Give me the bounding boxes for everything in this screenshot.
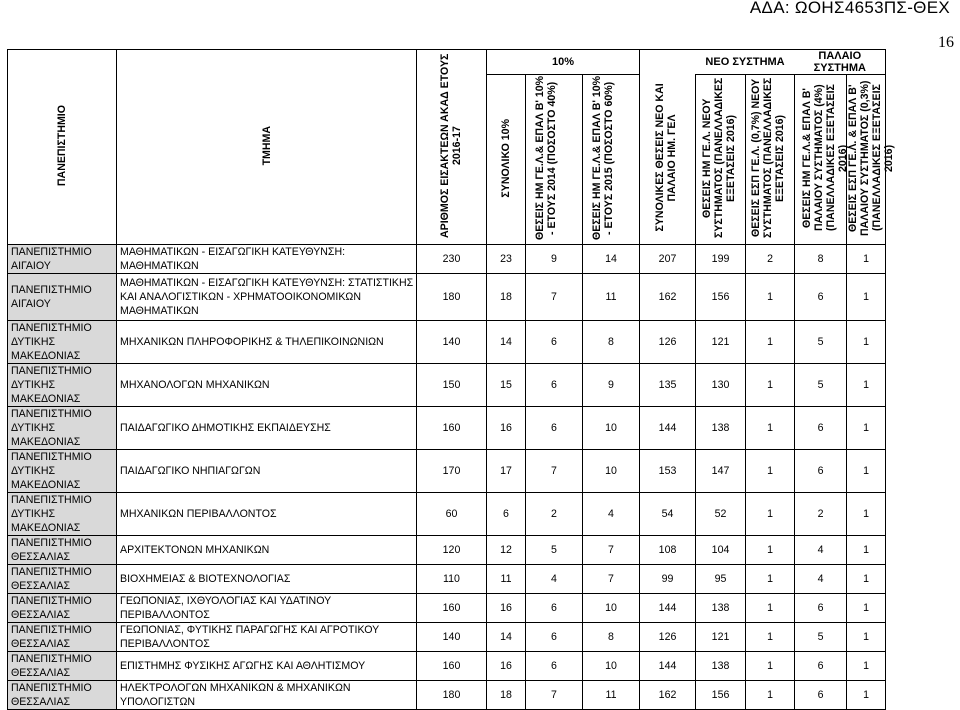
col-header-old-gel: ΘΕΣΕΙΣ ΗΜ ΓΕ.Λ.& ΕΠΑΛ Β' ΠΑΛΑΙΟΥ ΣΥΣΤΗΜΑΤΟΣ (4%) (ΠΑΝΕΛΛΑΔΙΚΕΣ ΕΞΕΤΑΣΕΙΣ 2016) <box>795 75 847 245</box>
value-cell: 15 <box>487 364 526 407</box>
university-cell: ΠΑΝΕΠΙΣΤΗΜΙΟ ΘΕΣΣΑΛΙΑΣ <box>8 652 117 681</box>
value-cell: 14 <box>487 623 526 652</box>
university-cell: ΠΑΝΕΠΙΣΤΗΜΙΟ ΘΕΣΣΑΛΙΑΣ <box>8 594 117 623</box>
value-cell: 6 <box>526 652 583 681</box>
value-cell: 6 <box>526 407 583 450</box>
value-cell: 1 <box>746 565 795 594</box>
value-cell: 99 <box>640 565 696 594</box>
value-cell: 7 <box>526 450 583 493</box>
value-cell: 1 <box>746 321 795 364</box>
col-header-new-esp: ΘΕΣΕΙΣ ΕΣΠ ΓΕ.Λ. (0,7%) ΝΕΟΥ ΣΥΣΤΗΜΑΤΟΣ (ΠΑΝΕΛΛΑΔΙΚΕΣ ΕΞΕΤΑΣΕΙΣ 2016) <box>746 75 795 245</box>
value-cell: 95 <box>696 565 746 594</box>
university-cell: ΠΑΝΕΠΙΣΤΗΜΙΟ ΘΕΣΣΑΛΙΑΣ <box>8 565 117 594</box>
value-cell: 121 <box>696 623 746 652</box>
department-cell: ΓΕΩΠΟΝΙΑΣ, ΦΥΤΙΚΗΣ ΠΑΡΑΓΩΓΗΣ ΚΑΙ ΑΓΡΟΤΙΚΟΥ ΠΕΡΙΒΑΛΛΟΝΤΟΣ <box>117 623 417 652</box>
value-cell: 2 <box>746 245 795 274</box>
table-row <box>8 493 886 536</box>
value-cell: 8 <box>583 321 640 364</box>
value-cell: 1 <box>746 493 795 536</box>
value-cell: 11 <box>487 565 526 594</box>
value-cell: 153 <box>640 450 696 493</box>
value-cell: 156 <box>696 681 746 710</box>
col-header-total-10: ΣΥΝΟΛΙΚΟ 10% <box>487 75 526 245</box>
col-header-admissions: ΑΡΙΘΜΟΣ ΕΙΣΑΚΤΕΩΝ ΑΚΑΔ ΕΤΟΥΣ 2016-17 <box>417 50 487 245</box>
department-cell: ΑΡΧΙΤΕΚΤΟΝΩΝ ΜΗΧΑΝΙΚΩΝ <box>117 536 417 565</box>
value-cell: 1 <box>847 652 886 681</box>
value-cell: 16 <box>487 594 526 623</box>
value-cell: 121 <box>696 321 746 364</box>
value-cell: 1 <box>746 407 795 450</box>
value-cell: 10 <box>583 450 640 493</box>
value-cell: 5 <box>795 321 847 364</box>
col-header-total-new-old: ΣΥΝΟΛΙΚΕΣ ΘΕΣΕΙΣ ΝΕΟ ΚΑΙ ΠΑΛΑΙΟ ΗΜ. ΓΕΛ <box>640 75 696 245</box>
value-cell: 10 <box>583 407 640 450</box>
value-cell: 162 <box>640 274 696 321</box>
value-cell: 54 <box>640 493 696 536</box>
value-cell: 6 <box>795 407 847 450</box>
table-row <box>8 681 886 710</box>
value-cell: 1 <box>746 450 795 493</box>
value-cell: 135 <box>640 364 696 407</box>
table-row <box>8 364 886 407</box>
value-cell: 104 <box>696 536 746 565</box>
value-cell: 1 <box>847 536 886 565</box>
ada-watermark: ΑΔΑ: ΩΟΗΣ4653ΠΣ-ΘΕΧ <box>749 0 950 17</box>
value-cell: 1 <box>746 364 795 407</box>
value-cell: 11 <box>583 274 640 321</box>
value-cell: 4 <box>795 565 847 594</box>
value-cell: 6 <box>795 681 847 710</box>
value-cell: 6 <box>795 594 847 623</box>
value-cell: 1 <box>847 565 886 594</box>
department-cell: ΜΗΧΑΝΙΚΩΝ ΠΕΡΙΒΑΛΛΟΝΤΟΣ <box>117 493 417 536</box>
value-cell: 6 <box>795 450 847 493</box>
value-cell: 18 <box>487 681 526 710</box>
value-cell: 1 <box>746 274 795 321</box>
value-cell: 18 <box>487 274 526 321</box>
value-cell: 144 <box>640 407 696 450</box>
university-cell: ΠΑΝΕΠΙΣΤΗΜΙΟ ΑΙΓΑΙΟΥ <box>8 245 117 274</box>
value-cell: 5 <box>526 536 583 565</box>
value-cell: 2 <box>795 493 847 536</box>
value-cell: 1 <box>847 450 886 493</box>
value-cell: 140 <box>417 321 487 364</box>
department-cell: ΗΛΕΚΤΡΟΛΟΓΩΝ ΜΗΧΑΝΙΚΩΝ & ΜΗΧΑΝΙΚΩΝ ΥΠΟΛΟΓΙΣΤΩΝ <box>117 681 417 710</box>
group-header-new-system: ΝΕΟ ΣΥΣΤΗΜΑ <box>696 50 795 75</box>
table-row <box>8 565 886 594</box>
page-number: 16 <box>938 34 954 51</box>
value-cell: 1 <box>746 681 795 710</box>
university-cell: ΠΑΝΕΠΙΣΤΗΜΙΟ ΔΥΤΙΚΗΣ ΜΑΚΕΔΟΝΙΑΣ <box>8 321 117 364</box>
value-cell: 126 <box>640 623 696 652</box>
value-cell: 180 <box>417 274 487 321</box>
value-cell: 1 <box>847 594 886 623</box>
department-cell: ΠΑΙΔΑΓΩΓΙΚΟ ΔΗΜΟΤΙΚΗΣ ΕΚΠΑΙΔΕΥΣΗΣ <box>117 407 417 450</box>
value-cell: 14 <box>487 321 526 364</box>
university-cell: ΠΑΝΕΠΙΣΤΗΜΙΟ ΔΥΤΙΚΗΣ ΜΑΚΕΔΟΝΙΑΣ <box>8 450 117 493</box>
value-cell: 138 <box>696 594 746 623</box>
value-cell: 144 <box>640 652 696 681</box>
value-cell: 6 <box>526 321 583 364</box>
value-cell: 60 <box>417 493 487 536</box>
value-cell: 199 <box>696 245 746 274</box>
value-cell: 160 <box>417 652 487 681</box>
value-cell: 5 <box>795 364 847 407</box>
col-header-2015: ΘΕΣΕΙΣ ΗΜ ΓΕ.Λ.& ΕΠΑΛ Β' 10% - ΕΤΟΥΣ 2015 (ΠΟΣΟΣΤΟ 60%) <box>583 75 640 245</box>
value-cell: 147 <box>696 450 746 493</box>
department-cell: ΒΙΟΧΗΜΕΙΑΣ & ΒΙΟΤΕΧΝΟΛΟΓΙΑΣ <box>117 565 417 594</box>
value-cell: 1 <box>847 364 886 407</box>
value-cell: 10 <box>583 594 640 623</box>
value-cell: 16 <box>487 652 526 681</box>
value-cell: 120 <box>417 536 487 565</box>
value-cell: 1 <box>746 536 795 565</box>
university-cell: ΠΑΝΕΠΙΣΤΗΜΙΟ ΔΥΤΙΚΗΣ ΜΑΚΕΔΟΝΙΑΣ <box>8 364 117 407</box>
department-cell: ΜΗΧΑΝΟΛΟΓΩΝ ΜΗΧΑΝΙΚΩΝ <box>117 364 417 407</box>
table-row <box>8 407 886 450</box>
value-cell: 4 <box>795 536 847 565</box>
col-header-2014: ΘΕΣΕΙΣ ΗΜ ΓΕ.Λ.& ΕΠΑΛ Β' 10% - ΕΤΟΥΣ 2014 (ΠΟΣΟΣΤΟ 40%) <box>526 75 583 245</box>
group-header-old-system: ΠΑΛΑΙΟ ΣΥΣΤΗΜΑ <box>795 50 886 75</box>
value-cell: 140 <box>417 623 487 652</box>
value-cell: 7 <box>526 681 583 710</box>
admissions-table <box>7 49 896 710</box>
value-cell: 170 <box>417 450 487 493</box>
value-cell: 1 <box>746 594 795 623</box>
department-cell: ΜΑΘΗΜΑΤΙΚΩΝ - ΕΙΣΑΓΩΓΙΚΗ ΚΑΤΕΥΘΥΝΣΗ: ΣΤΑΤΙΣΤΙΚΗΣ ΚΑΙ ΑΝΑΛΟΓΙΣΤΙΚΩΝ - ΧΡΗΜΑΤΟΟΙΚΟΝΟΜΙΚΩΝ ΜΑΘΗΜΑΤΙΚΩΝ <box>117 274 417 321</box>
department-cell: ΕΠΙΣΤΗΜΗΣ ΦΥΣΙΚΗΣ ΑΓΩΓΗΣ ΚΑΙ ΑΘΛΗΤΙΣΜΟΥ <box>117 652 417 681</box>
value-cell: 17 <box>487 450 526 493</box>
value-cell: 23 <box>487 245 526 274</box>
value-cell: 4 <box>526 565 583 594</box>
value-cell: 156 <box>696 274 746 321</box>
value-cell: 138 <box>696 652 746 681</box>
value-cell: 16 <box>487 407 526 450</box>
value-cell: 52 <box>696 493 746 536</box>
table-row <box>8 594 886 623</box>
value-cell: 11 <box>583 681 640 710</box>
table-row <box>8 321 886 364</box>
value-cell: 2 <box>526 493 583 536</box>
value-cell: 1 <box>746 652 795 681</box>
university-cell: ΠΑΝΕΠΙΣΤΗΜΙΟ ΔΥΤΙΚΗΣ ΜΑΚΕΔΟΝΙΑΣ <box>8 493 117 536</box>
university-cell: ΠΑΝΕΠΙΣΤΗΜΙΟ ΘΕΣΣΑΛΙΑΣ <box>8 681 117 710</box>
table-row <box>8 450 886 493</box>
department-cell: ΓΕΩΠΟΝΙΑΣ, ΙΧΘΥΟΛΟΓΙΑΣ ΚΑΙ ΥΔΑΤΙΝΟΥ ΠΕΡΙΒΑΛΛΟΝΤΟΣ <box>117 594 417 623</box>
group-header-spacer <box>640 50 696 75</box>
value-cell: 7 <box>583 565 640 594</box>
department-cell: ΜΗΧΑΝΙΚΩΝ ΠΛΗΡΟΦΟΡΙΚΗΣ & ΤΗΛΕΠΙΚΟΙΝΩΝΙΩΝ <box>117 321 417 364</box>
group-header-ten-percent: 10% <box>487 50 640 75</box>
table-row <box>8 274 886 321</box>
value-cell: 6 <box>526 364 583 407</box>
value-cell: 12 <box>487 536 526 565</box>
value-cell: 6 <box>526 623 583 652</box>
value-cell: 6 <box>795 274 847 321</box>
value-cell: 6 <box>526 594 583 623</box>
department-cell: ΜΑΘΗΜΑΤΙΚΩΝ - ΕΙΣΑΓΩΓΙΚΗ ΚΑΤΕΥΘΥΝΣΗ: ΜΑΘΗΜΑΤΙΚΩΝ <box>117 245 417 274</box>
department-cell: ΠΑΙΔΑΓΩΓΙΚΟ ΝΗΠΙΑΓΩΓΩΝ <box>117 450 417 493</box>
col-header-new-gel: ΘΕΣΕΙΣ ΗΜ ΓΕ.Λ. ΝΕΟΥ ΣΥΣΤΗΜΑΤΟΣ (ΠΑΝΕΛΛΑΔΙΚΕΣ ΕΞΕΤΑΣΕΙΣ 2016) <box>696 75 746 245</box>
value-cell: 126 <box>640 321 696 364</box>
value-cell: 5 <box>795 623 847 652</box>
value-cell: 7 <box>526 274 583 321</box>
value-cell: 6 <box>795 652 847 681</box>
value-cell: 162 <box>640 681 696 710</box>
col-header-department: ΤΜΗΜΑ <box>117 50 417 245</box>
value-cell: 9 <box>583 364 640 407</box>
value-cell: 150 <box>417 364 487 407</box>
value-cell: 1 <box>847 493 886 536</box>
value-cell: 10 <box>583 652 640 681</box>
value-cell: 1 <box>847 407 886 450</box>
value-cell: 207 <box>640 245 696 274</box>
value-cell: 8 <box>795 245 847 274</box>
university-cell: ΠΑΝΕΠΙΣΤΗΜΙΟ ΘΕΣΣΑΛΙΑΣ <box>8 623 117 652</box>
value-cell: 9 <box>526 245 583 274</box>
value-cell: 8 <box>583 623 640 652</box>
university-cell: ΠΑΝΕΠΙΣΤΗΜΙΟ ΔΥΤΙΚΗΣ ΜΑΚΕΔΟΝΙΑΣ <box>8 407 117 450</box>
value-cell: 7 <box>583 536 640 565</box>
table-row <box>8 536 886 565</box>
value-cell: 1 <box>847 274 886 321</box>
value-cell: 4 <box>583 493 640 536</box>
table-row <box>8 623 886 652</box>
table-row <box>8 245 886 274</box>
value-cell: 110 <box>417 565 487 594</box>
value-cell: 160 <box>417 407 487 450</box>
value-cell: 14 <box>583 245 640 274</box>
col-header-university: ΠΑΝΕΠΙΣΤΗΜΙΟ <box>8 50 117 245</box>
university-cell: ΠΑΝΕΠΙΣΤΗΜΙΟ ΘΕΣΣΑΛΙΑΣ <box>8 536 117 565</box>
table-row <box>8 652 886 681</box>
value-cell: 160 <box>417 594 487 623</box>
value-cell: 108 <box>640 536 696 565</box>
value-cell: 1 <box>847 623 886 652</box>
value-cell: 6 <box>487 493 526 536</box>
value-cell: 1 <box>746 623 795 652</box>
value-cell: 230 <box>417 245 487 274</box>
value-cell: 1 <box>847 321 886 364</box>
university-cell: ΠΑΝΕΠΙΣΤΗΜΙΟ ΑΙΓΑΙΟΥ <box>8 274 117 321</box>
value-cell: 180 <box>417 681 487 710</box>
value-cell: 1 <box>847 681 886 710</box>
value-cell: 1 <box>847 245 886 274</box>
value-cell: 130 <box>696 364 746 407</box>
value-cell: 138 <box>696 407 746 450</box>
value-cell: 144 <box>640 594 696 623</box>
col-header-old-esp: ΘΕΣΕΙΣ ΕΣΠ ΓΕ.Λ. & ΕΠΑΛ Β' ΠΑΛΑΙΟΥ ΣΥΣΤΗΜΑΤΟΣ (0,3%) (ΠΑΝΕΛΛΑΔΙΚΕΣ ΕΞΕΤΑΣΕΙΣ 2016) <box>847 75 886 245</box>
